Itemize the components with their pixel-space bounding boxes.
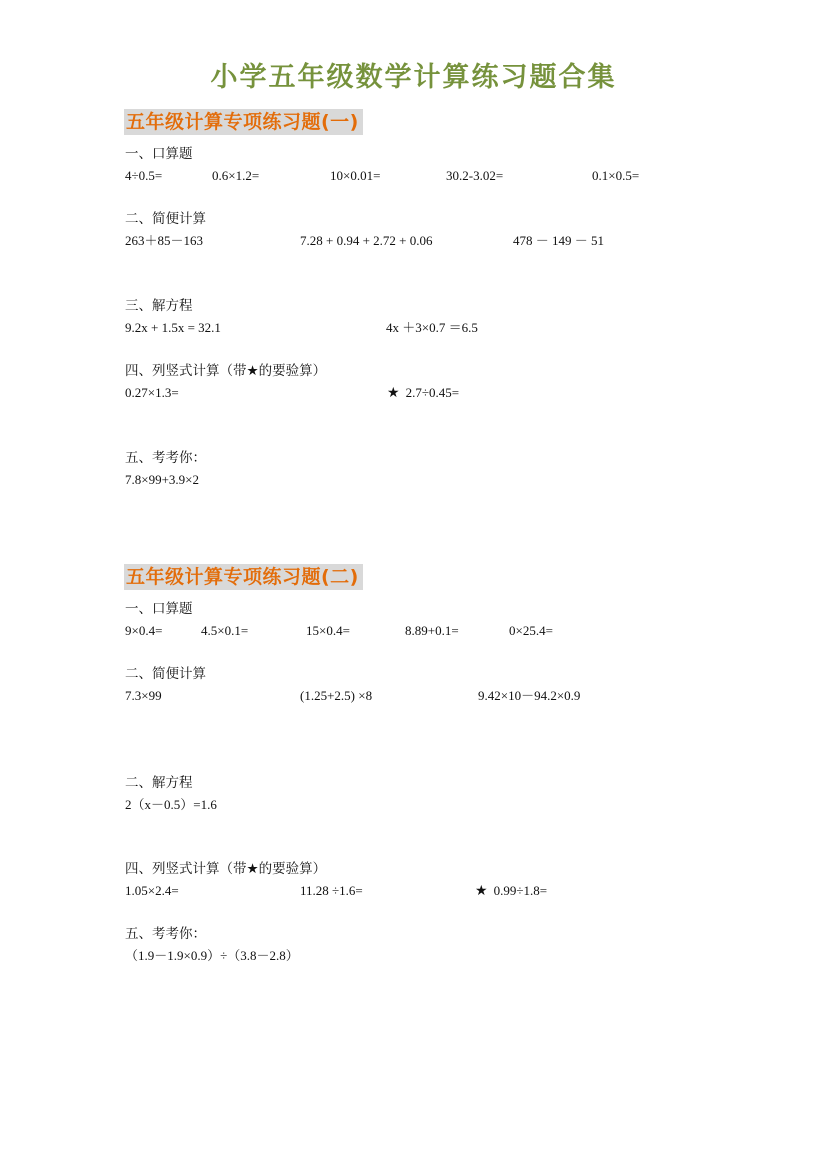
set2-vertical-heading: 四、列竖式计算（带★的要验算） [125,861,327,877]
set1-challenge-heading: 五、考考你： [125,450,206,466]
set2-simplify-heading: 二、简便计算 [125,666,206,682]
set2-simplify-item-3: 9.42×10－94.2×0.9 [478,688,581,703]
set2-vertical-item-3: 0.99÷1.8= [493,883,548,898]
section-title-set-1: 五年级计算专项练习题(一) [124,109,363,135]
set2-oral-heading: 一、口算题 [125,601,193,617]
set1-oral-item-3: 10×0.01= [330,168,381,183]
set1-oral-item-1: 4÷0.5= [125,168,163,183]
set2-oral-item-4: 8.89+0.1= [405,623,459,638]
set2-vertical-item-3-row [475,882,547,900]
set2-simplify-item-2: (1.25+2.5) ×8 [300,688,373,703]
set2-equation-heading: 二、解方程 [125,775,193,791]
set1-oral-item-4: 30.2-3.02= [446,168,504,183]
set2-challenge-item-1: （1.9－1.9×0.9）÷（3.8－2.8） [125,948,299,963]
set1-simplify-heading: 二、简便计算 [125,211,206,227]
set1-equation-item-1: 9.2x + 1.5x = 32.1 [125,320,221,335]
set1-oral-item-2: 0.6×1.2= [212,168,260,183]
set2-oral-item-5: 0×25.4= [509,623,553,638]
set1-vertical-item-1: 0.27×1.3= [125,385,179,400]
set1-vertical-item-2: 2.7÷0.45= [405,385,460,400]
set2-oral-item-3: 15×0.4= [306,623,350,638]
set2-oral-item-1: 9×0.4= [125,623,163,638]
set1-equation-item-2: 4x ＋3×0.7 ＝6.5 [386,320,478,335]
set1-simplify-item-2: 7.28 + 0.94 + 2.72 + 0.06 [300,233,433,248]
set2-simplify-item-1: 7.3×99 [125,688,162,703]
document-title: 小学五年级数学计算练习题合集 [210,62,617,93]
set1-challenge-item-1: 7.8×99+3.9×2 [125,472,199,487]
set2-vertical-item-2: 11.28 ÷1.6= [300,883,363,898]
set2-challenge-heading: 五、考考你： [125,926,206,942]
set2-vertical-item-1: 1.05×2.4= [125,883,179,898]
black-star-icon: ★ [387,385,400,401]
set1-vertical-item-2-row [387,384,459,402]
set1-oral-heading: 一、口算题 [125,146,193,162]
set1-simplify-item-3: 478 － 149 － 51 [513,233,605,248]
set1-oral-item-5: 0.1×0.5= [592,168,640,183]
set1-equation-heading: 三、解方程 [125,298,193,314]
black-star-icon: ★ [475,883,488,899]
set1-simplify-item-1: 263＋85－163 [125,233,204,248]
set2-oral-item-2: 4.5×0.1= [201,623,249,638]
set1-vertical-heading: 四、列竖式计算（带★的要验算） [125,363,327,379]
section-title-set-2: 五年级计算专项练习题(二) [124,564,363,590]
set2-equation-item-1: 2（x－0.5）=1.6 [125,797,217,812]
